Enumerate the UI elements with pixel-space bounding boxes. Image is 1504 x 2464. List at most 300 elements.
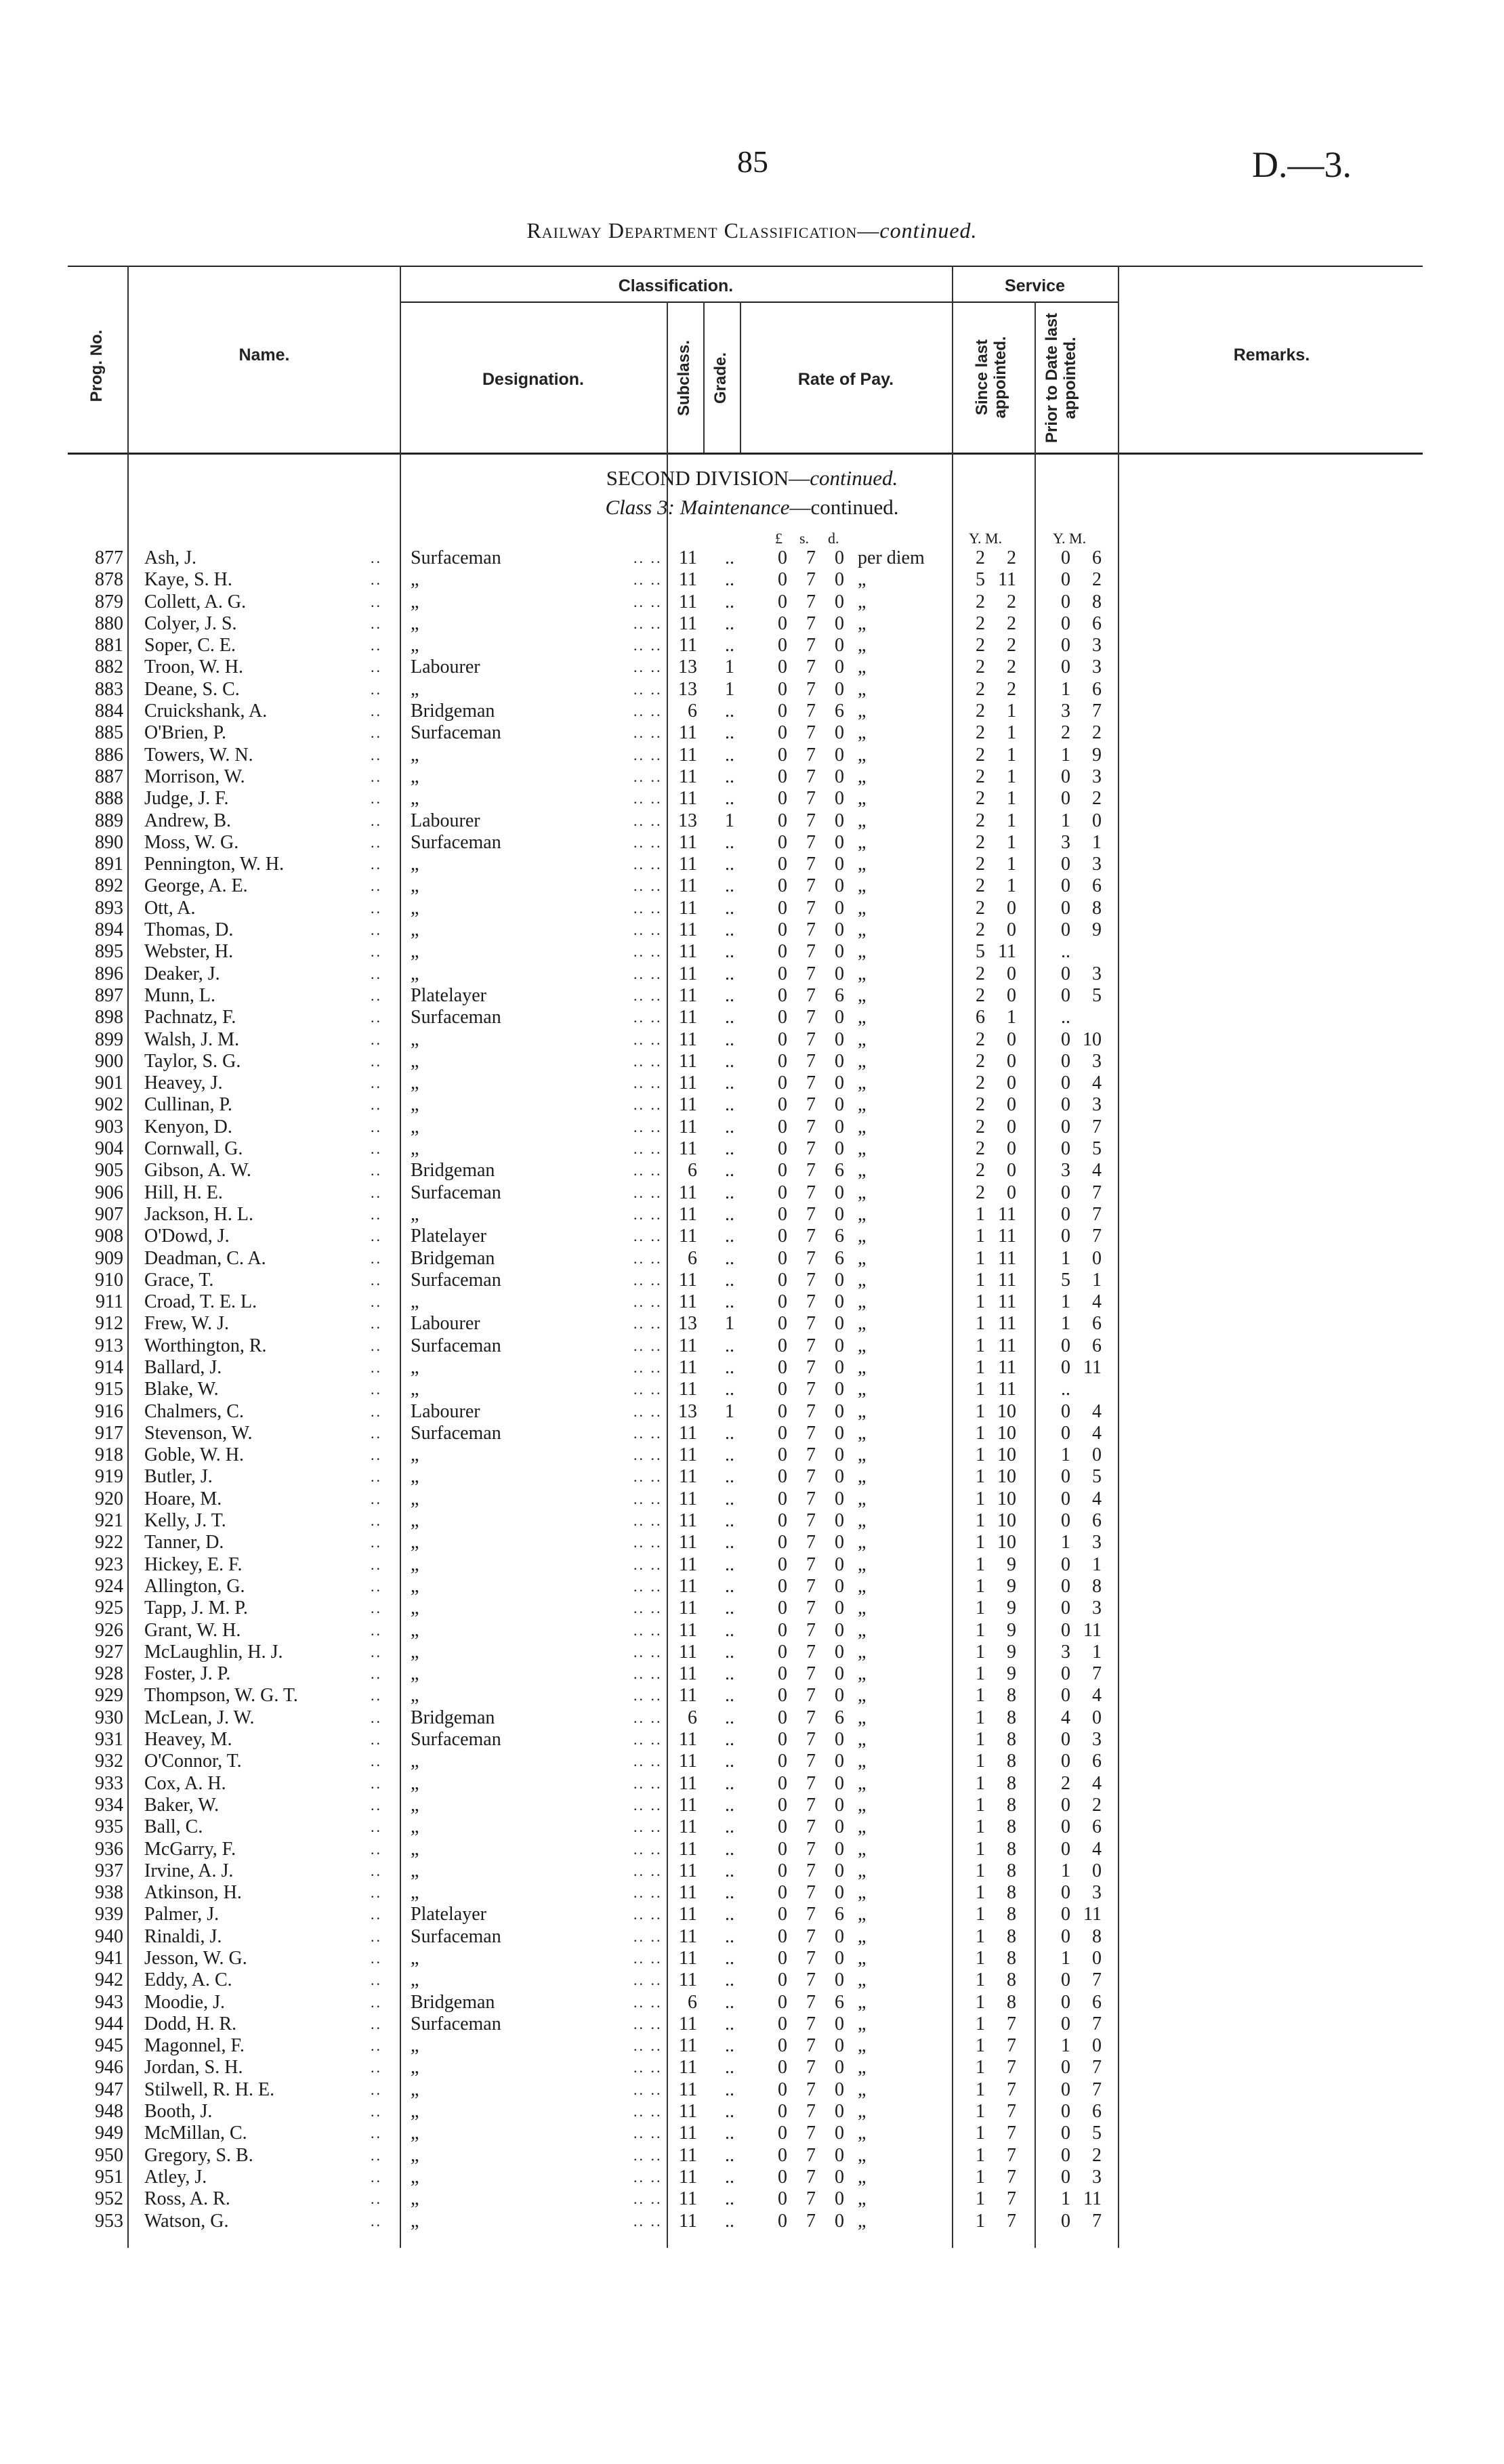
leader-dots: .. .. <box>633 2146 663 2164</box>
leader-dots: .. .. <box>633 1731 663 1749</box>
cell-grade: .. <box>725 1356 734 1378</box>
cell-designation: „ <box>411 1138 419 1160</box>
cell-prior-months: 7 <box>1092 2057 1102 2079</box>
cell-prog-no: 895 <box>95 941 123 963</box>
cell-designation: Surfaceman <box>411 1925 501 1947</box>
cell-prior-years: 1 <box>1061 678 1070 700</box>
cell-prog-no: 898 <box>95 1007 123 1028</box>
cell-prior-years: 0 <box>1061 2144 1070 2166</box>
cell-grade: .. <box>725 1050 734 1072</box>
cell-subclass: 11 <box>679 1379 697 1400</box>
cell-prog-no: 948 <box>95 2101 123 2123</box>
table-row <box>0 679 1504 701</box>
cell-pay-pounds: 0 <box>778 1007 787 1028</box>
cell-pay-period: „ <box>858 1291 866 1313</box>
cell-prog-no: 923 <box>95 1553 123 1575</box>
cell-prior-months: 8 <box>1092 1925 1102 1947</box>
cell-pay-period: „ <box>858 591 866 612</box>
cell-designation: Labourer <box>411 1313 480 1335</box>
cell-pay-shillings: 7 <box>806 1860 816 1881</box>
cell-subclass: 11 <box>679 591 697 612</box>
cell-grade: .. <box>725 744 734 766</box>
cell-pay-pounds: 0 <box>778 897 787 919</box>
cell-pay-period: „ <box>858 1269 866 1291</box>
cell-pay-period: „ <box>858 1356 866 1378</box>
cell-designation: Platelayer <box>411 1226 486 1247</box>
cell-pay-period: „ <box>858 1444 866 1466</box>
cell-prior-years: 0 <box>1061 2166 1070 2188</box>
cell-pay-shillings: 7 <box>806 1203 816 1225</box>
leader-dots: .. .. <box>633 1840 663 1858</box>
cell-grade: .. <box>725 2188 734 2210</box>
cell-pay-pence: 0 <box>835 1619 844 1641</box>
cell-since-years: 2 <box>976 897 985 919</box>
cell-grade: .. <box>725 1598 734 1619</box>
cell-designation: „ <box>411 2035 419 2057</box>
cell-since-months: 11 <box>998 1203 1016 1225</box>
cell-designation: „ <box>411 788 419 810</box>
cell-since-months: 1 <box>1007 788 1016 810</box>
cell-prog-no: 905 <box>95 1160 123 1182</box>
cell-pay-shillings: 7 <box>806 2101 816 2123</box>
cell-since-months: 10 <box>997 1422 1016 1444</box>
cell-prog-no: 928 <box>95 1663 123 1685</box>
cell-pay-shillings: 7 <box>806 963 816 984</box>
cell-pay-pounds: 0 <box>778 591 787 612</box>
cell-pay-shillings: 7 <box>806 612 816 634</box>
cell-pay-pounds: 0 <box>778 1466 787 1488</box>
cell-pay-period: „ <box>858 1007 866 1028</box>
cell-since-months: 0 <box>1007 1160 1016 1182</box>
leader-dots: .. .. <box>633 724 663 742</box>
cell-subclass: 11 <box>679 547 697 568</box>
cell-pay-pounds: 0 <box>778 1969 787 1991</box>
cell-since-years: 1 <box>976 1466 985 1488</box>
cell-prior-years: 0 <box>1061 1400 1070 1422</box>
cell-pay-period: „ <box>858 701 866 722</box>
cell-prior-months: 6 <box>1092 875 1102 897</box>
cell-grade: .. <box>725 1575 734 1597</box>
cell-subclass: 11 <box>679 1356 697 1378</box>
cell-prior-months: 0 <box>1092 810 1102 831</box>
cell-name: Deaker, J. <box>144 963 220 984</box>
cell-pay-period: „ <box>858 612 866 634</box>
cell-pay-shillings: 7 <box>806 941 816 963</box>
cell-designation: Surfaceman <box>411 1269 501 1291</box>
leader-dots: .. .. <box>633 2212 663 2230</box>
table-row <box>0 722 1504 744</box>
leader-dots: .. <box>371 2015 382 2032</box>
cell-pay-pence: 0 <box>835 2013 844 2034</box>
cell-pay-period: „ <box>858 941 866 963</box>
cell-pay-pounds: 0 <box>778 635 787 656</box>
cell-pay-pence: 0 <box>835 1641 844 1663</box>
table-row <box>0 1532 1504 1553</box>
table-row <box>0 1663 1504 1685</box>
cell-since-months: 0 <box>1007 1028 1016 1050</box>
cell-pay-shillings: 7 <box>806 1838 816 1860</box>
cell-subclass: 11 <box>679 1226 697 1247</box>
leader-dots: .. .. <box>633 2059 663 2076</box>
cell-name: Soper, C. E. <box>144 635 236 656</box>
cell-pay-shillings: 7 <box>806 1598 816 1619</box>
cell-since-years: 1 <box>976 1729 985 1751</box>
leader-dots: .. <box>371 2190 382 2208</box>
cell-since-years: 1 <box>976 1707 985 1728</box>
cell-pay-shillings: 7 <box>806 701 816 722</box>
cell-name: Troon, W. H. <box>144 656 244 678</box>
cell-prior-months: 3 <box>1092 656 1102 678</box>
cell-pay-period: „ <box>858 984 866 1006</box>
cell-prior-years: 0 <box>1061 1335 1070 1356</box>
cell-pay-pence: 6 <box>835 1904 844 1925</box>
table-row <box>0 1379 1504 1400</box>
cell-name: Frew, W. J. <box>144 1313 229 1335</box>
cell-since-months: 1 <box>1007 854 1016 875</box>
cell-prog-no: 931 <box>95 1729 123 1751</box>
cell-prior-years: 1 <box>1061 1532 1070 1553</box>
cell-name: Rinaldi, J. <box>144 1925 222 1947</box>
table-row <box>0 2211 1504 2232</box>
cell-prior-years: 0 <box>1061 1050 1070 1072</box>
cell-pay-pounds: 0 <box>778 2057 787 2079</box>
cell-since-months: 1 <box>1007 1007 1016 1028</box>
cell-prog-no: 952 <box>95 2188 123 2210</box>
cell-name: Pachnatz, F. <box>144 1007 236 1028</box>
cell-prior-years: 0 <box>1061 1794 1070 1816</box>
cell-designation: „ <box>411 1948 419 1969</box>
cell-pay-pence: 0 <box>835 635 844 656</box>
cell-since-years: 2 <box>976 701 985 722</box>
cell-pay-period: „ <box>858 919 866 941</box>
cell-since-years: 1 <box>976 1313 985 1335</box>
cell-subclass: 11 <box>679 1641 697 1663</box>
cell-pay-period: „ <box>858 1751 866 1772</box>
leader-dots: .. .. <box>633 1643 663 1661</box>
cell-grade: .. <box>725 1816 734 1838</box>
cell-designation: Bridgeman <box>411 1160 495 1182</box>
table-row <box>0 2167 1504 2188</box>
cell-designation: „ <box>411 1072 419 1094</box>
cell-name: Thompson, W. G. T. <box>144 1685 298 1707</box>
cell-designation: „ <box>411 854 419 875</box>
cell-since-months: 10 <box>997 1444 1016 1466</box>
cell-pay-shillings: 7 <box>806 1466 816 1488</box>
leader-dots: .. <box>371 1862 382 1879</box>
cell-subclass: 13 <box>678 810 697 831</box>
cell-prog-no: 896 <box>95 963 123 984</box>
cell-grade: .. <box>725 1138 734 1160</box>
cell-prior-years: 0 <box>1061 1619 1070 1641</box>
leader-dots: .. .. <box>633 1971 663 1989</box>
cell-subclass: 11 <box>679 1203 697 1225</box>
cell-prog-no: 885 <box>95 722 123 744</box>
cell-pay-shillings: 7 <box>806 1335 816 1356</box>
cell-pay-period: „ <box>858 1816 866 1838</box>
table-row <box>0 898 1504 919</box>
cell-pay-pence: 0 <box>835 591 844 612</box>
cell-prior-years: 2 <box>1061 1772 1070 1794</box>
cell-prior-months: 7 <box>1092 1116 1102 1137</box>
cell-pay-period: „ <box>858 1203 866 1225</box>
cell-since-years: 1 <box>976 2035 985 2057</box>
table-row <box>0 2079 1504 2101</box>
cell-prog-no: 945 <box>95 2035 123 2057</box>
cell-designation: „ <box>411 1860 419 1881</box>
cell-pay-period: „ <box>858 1663 866 1685</box>
cell-pay-pence: 0 <box>835 2035 844 2057</box>
cell-since-months: 8 <box>1007 1948 1016 1969</box>
cell-pay-shillings: 7 <box>806 1050 816 1072</box>
cell-since-months: 8 <box>1007 1772 1016 1794</box>
cell-subclass: 11 <box>679 744 697 766</box>
cell-subclass: 13 <box>678 1400 697 1422</box>
cell-prog-no: 888 <box>95 788 123 810</box>
cell-since-years: 1 <box>976 1247 985 1269</box>
cell-prior-months: 11 <box>1083 1356 1102 1378</box>
cell-pay-pounds: 0 <box>778 1948 787 1969</box>
cell-since-months: 10 <box>997 1532 1016 1553</box>
cell-prior-years: 0 <box>1061 1138 1070 1160</box>
cell-prior-months: 6 <box>1092 2101 1102 2123</box>
cell-pay-pounds: 0 <box>778 1422 787 1444</box>
cell-designation: „ <box>411 1641 419 1663</box>
cell-since-years: 2 <box>976 963 985 984</box>
cell-prior-years: .. <box>1061 1007 1070 1028</box>
leader-dots: .. <box>371 986 382 1004</box>
cell-since-years: 1 <box>976 1400 985 1422</box>
table-row <box>0 1882 1504 1904</box>
cell-designation: „ <box>411 1553 419 1575</box>
cell-since-years: 1 <box>976 2079 985 2100</box>
cell-pay-pence: 0 <box>835 1313 844 1335</box>
cell-designation: „ <box>411 766 419 787</box>
cell-since-months: 2 <box>1007 656 1016 678</box>
cell-designation: Surfaceman <box>411 722 501 744</box>
cell-name: Towers, W. N. <box>144 744 253 766</box>
table-title: Railway Department Classification—continued. <box>526 218 978 243</box>
cell-name: Ross, A. R. <box>144 2188 230 2210</box>
table-row <box>0 985 1504 1007</box>
cell-prior-months: 7 <box>1092 1226 1102 1247</box>
cell-pay-pence: 0 <box>835 1598 844 1619</box>
leader-dots: .. <box>371 1205 382 1223</box>
leader-dots: .. .. <box>633 2125 663 2142</box>
cell-since-years: 1 <box>976 2101 985 2123</box>
cell-prior-months: 4 <box>1092 1772 1102 1794</box>
cell-pay-pence: 6 <box>835 1226 844 1247</box>
cell-name: McLean, J. W. <box>144 1707 255 1728</box>
cell-pay-period: „ <box>858 1138 866 1160</box>
cell-pay-period: „ <box>858 656 866 678</box>
cell-since-years: 1 <box>976 1379 985 1400</box>
leader-dots: .. <box>371 1555 382 1573</box>
table-row <box>0 1685 1504 1707</box>
cell-since-years: 5 <box>976 569 985 591</box>
cell-subclass: 11 <box>679 1138 697 1160</box>
cell-grade: .. <box>725 1072 734 1094</box>
cell-prior-months: 3 <box>1092 1532 1102 1553</box>
cell-pay-period: „ <box>858 1160 866 1182</box>
cell-pay-shillings: 7 <box>806 1138 816 1160</box>
cell-subclass: 11 <box>679 1094 697 1116</box>
cell-grade: .. <box>725 1094 734 1116</box>
cell-prior-months: 4 <box>1092 1160 1102 1182</box>
leader-dots: .. .. <box>633 2168 663 2186</box>
cell-subclass: 11 <box>679 722 697 744</box>
table-row <box>0 1488 1504 1510</box>
cell-designation: „ <box>411 1510 419 1532</box>
cell-prog-no: 913 <box>95 1335 123 1356</box>
cell-since-years: 2 <box>976 766 985 787</box>
cell-pay-shillings: 7 <box>806 810 816 831</box>
cell-pay-period: „ <box>858 1400 866 1422</box>
cell-since-months: 10 <box>997 1400 1016 1422</box>
cell-prior-years: 0 <box>1061 1116 1070 1137</box>
cell-pay-pounds: 0 <box>778 2035 787 2057</box>
cell-since-months: 7 <box>1007 2057 1016 2079</box>
table-row <box>0 1007 1504 1028</box>
leader-dots: .. <box>371 1577 382 1595</box>
cell-grade: .. <box>725 854 734 875</box>
header-grade: Grade. <box>711 352 730 404</box>
cell-pay-shillings: 7 <box>806 1948 816 1969</box>
cell-pay-shillings: 7 <box>806 897 816 919</box>
cell-name: Tapp, J. M. P. <box>144 1598 248 1619</box>
cell-since-months: 8 <box>1007 1838 1016 1860</box>
leader-dots: .. .. <box>633 1009 663 1026</box>
cell-pay-pence: 0 <box>835 810 844 831</box>
cell-pay-pence: 0 <box>835 1882 844 1904</box>
table-row <box>0 919 1504 941</box>
header-top-rule <box>68 266 1423 267</box>
cell-since-months: 8 <box>1007 1860 1016 1881</box>
cell-name: Ballard, J. <box>144 1356 222 1378</box>
cell-grade: .. <box>725 547 734 568</box>
cell-pay-pounds: 0 <box>778 2079 787 2100</box>
table-row <box>0 1554 1504 1576</box>
cell-prog-no: 922 <box>95 1532 123 1553</box>
cell-since-months: 1 <box>1007 831 1016 853</box>
cell-prog-no: 937 <box>95 1860 123 1881</box>
cell-pay-period: „ <box>858 1685 866 1707</box>
cell-prior-months: 8 <box>1092 1575 1102 1597</box>
cell-designation: „ <box>411 1488 419 1509</box>
leader-dots: .. .. <box>633 899 663 917</box>
cell-since-months: 0 <box>1007 1072 1016 1094</box>
cell-subclass: 11 <box>679 612 697 634</box>
cell-name: McMillan, C. <box>144 2123 247 2144</box>
table-row <box>0 963 1504 985</box>
cell-pay-shillings: 7 <box>806 1313 816 1335</box>
cell-name: Hoare, M. <box>144 1488 222 1509</box>
cell-since-years: 1 <box>976 1510 985 1532</box>
cell-pay-pounds: 0 <box>778 1685 787 1707</box>
cell-name: Jackson, H. L. <box>144 1203 253 1225</box>
cell-subclass: 11 <box>679 984 697 1006</box>
unit-since-years-months: Y. M. <box>969 530 1003 547</box>
cell-prior-years: .. <box>1061 941 1070 963</box>
cell-since-years: 2 <box>976 656 985 678</box>
table-row <box>0 613 1504 635</box>
table-row <box>0 875 1504 897</box>
cell-designation: „ <box>411 635 419 656</box>
cell-designation: „ <box>411 1356 419 1378</box>
table-row <box>0 810 1504 832</box>
cell-subclass: 11 <box>679 1028 697 1050</box>
cell-pay-pounds: 0 <box>778 701 787 722</box>
cell-grade: .. <box>725 1860 734 1881</box>
table-row <box>0 1620 1504 1642</box>
cell-since-months: 9 <box>1007 1575 1016 1597</box>
cell-since-months: 7 <box>1007 2166 1016 2188</box>
cell-prior-years: 0 <box>1061 1729 1070 1751</box>
cell-since-years: 1 <box>976 1816 985 1838</box>
cell-subclass: 11 <box>679 1925 697 1947</box>
cell-prior-months: 4 <box>1092 1422 1102 1444</box>
cell-pay-pence: 6 <box>835 701 844 722</box>
cell-prior-years: 0 <box>1061 1575 1070 1597</box>
cell-pay-period: „ <box>858 1860 866 1881</box>
header-name: Name. <box>238 346 290 364</box>
table-row <box>0 2123 1504 2144</box>
cell-since-months: 11 <box>998 569 1016 591</box>
cell-prior-months: 5 <box>1092 984 1102 1006</box>
cell-pay-pence: 6 <box>835 1160 844 1182</box>
cell-pay-shillings: 7 <box>806 591 816 612</box>
cell-pay-pounds: 0 <box>778 1925 787 1947</box>
cell-grade: .. <box>725 1269 734 1291</box>
cell-grade: .. <box>725 1160 734 1182</box>
cell-pay-shillings: 7 <box>806 2057 816 2079</box>
cell-prior-months: 7 <box>1092 2079 1102 2100</box>
cell-since-years: 2 <box>976 722 985 744</box>
cell-pay-period: „ <box>858 2123 866 2144</box>
leader-dots: .. .. <box>633 943 663 961</box>
cell-pay-pence: 0 <box>835 854 844 875</box>
table-row <box>0 1444 1504 1466</box>
cell-prior-months: 9 <box>1092 919 1102 941</box>
cell-pay-period: „ <box>858 1313 866 1335</box>
cell-since-years: 2 <box>976 547 985 568</box>
cell-pay-shillings: 7 <box>806 1291 816 1313</box>
cell-name: Taylor, S. G. <box>144 1050 241 1072</box>
cell-since-years: 2 <box>976 788 985 810</box>
table-row <box>0 1642 1504 1663</box>
cell-pay-pounds: 0 <box>778 1707 787 1728</box>
cell-designation: Surfaceman <box>411 547 501 568</box>
cell-pay-pence: 0 <box>835 569 844 591</box>
cell-name: Cornwall, G. <box>144 1138 243 1160</box>
cell-prior-months: 11 <box>1083 1904 1102 1925</box>
leader-dots: .. .. <box>633 1162 663 1179</box>
cell-prog-no: 910 <box>95 1269 123 1291</box>
cell-pay-shillings: 7 <box>806 1904 816 1925</box>
leader-dots: .. .. <box>633 1906 663 1923</box>
cell-pay-period: „ <box>858 2079 866 2100</box>
cell-since-months: 8 <box>1007 1991 1016 2013</box>
cell-designation: „ <box>411 2057 419 2079</box>
cell-designation: „ <box>411 1663 419 1685</box>
cell-pay-period: „ <box>858 2188 866 2210</box>
cell-designation: „ <box>411 1685 419 1707</box>
cell-pay-pence: 0 <box>835 1685 844 1707</box>
cell-pay-shillings: 7 <box>806 1619 816 1641</box>
cell-pay-pence: 0 <box>835 722 844 744</box>
cell-since-years: 1 <box>976 1291 985 1313</box>
cell-since-years: 2 <box>976 744 985 766</box>
cell-name: Andrew, B. <box>144 810 232 831</box>
